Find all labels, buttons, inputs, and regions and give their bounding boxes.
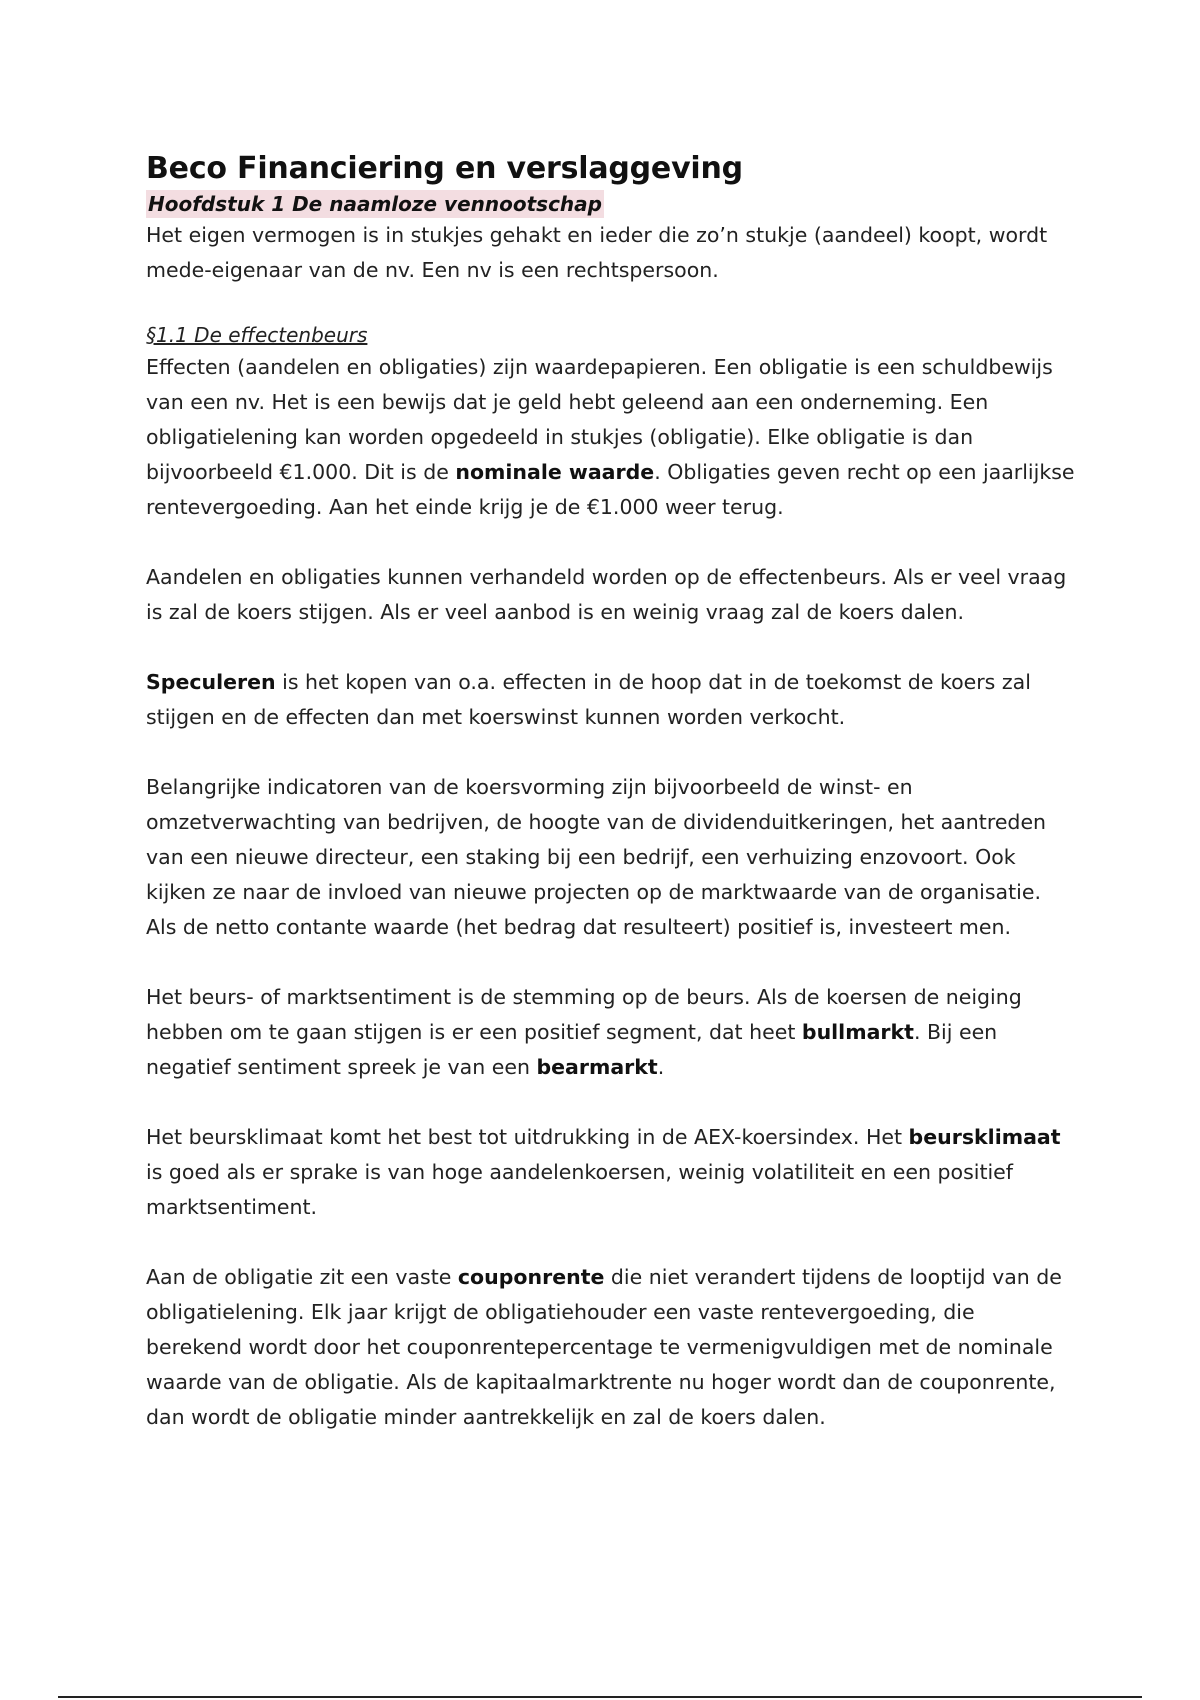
chapter-heading: Hoofdstuk 1 De naamloze vennootschap <box>148 192 602 216</box>
page-divider <box>58 1696 1142 1698</box>
paragraph-couponrente: Aan de obligatie zit een vaste couponrente die niet verandert tijdens de looptijd van de obligatielening. Elk jaar krijgt de obligatiehouder een vaste rentevergoeding, die berekend wordt door het couponrentepercentage te vermenigvuldigen met de nominale waarde van de obligatie. Als de kapitaalmarktrente nu hoger wordt dan de couponrente, dan wordt de obligatie minder aantrekkelijk en zal de koers dalen. <box>146 1265 1062 1429</box>
paragraph-indicatoren: Belangrijke indicatoren van de koersvorming zijn bijvoorbeeld de winst- en omzetverwachting van bedrijven, de hoogte van de dividenduitkeringen, het aantreden van een nieuwe directeur, een staking bij een bedrijf, een verhuizing enzovoort. Ook kijken ze naar de invloed van nieuwe projecten op de marktwaarde van de organisatie. Als de netto contante waarde (het bedrag dat resulteert) positief is, investeert men. <box>146 775 1047 939</box>
paragraph-sentiment: Het beurs- of marktsentiment is de stemming op de beurs. Als de koersen de neiging hebben om te gaan stijgen is er een positief segment, dat heet bullmarkt. Bij een negatief sentiment spreek je van een bearmarkt. <box>146 985 1022 1079</box>
document-body <box>146 150 1076 1435</box>
term-beursklimaat: beursklimaat <box>908 1125 1061 1149</box>
paragraph-beursklimaat: Het beursklimaat komt het best tot uitdrukking in de AEX-koersindex. Het beursklimaat is goed als er sprake is van hoge aandelenkoersen, weinig volatiliteit en een positief marktsentiment. <box>146 1125 1061 1219</box>
paragraph-verhandeling: Aandelen en obligaties kunnen verhandeld worden op de effectenbeurs. Als er veel vraag is zal de koers stijgen. Als er veel aanbod is en weinig vraag zal de koers dalen. <box>146 565 1067 624</box>
document-title: Beco Financiering en verslaggeving <box>146 151 743 186</box>
term-speculeren: Speculeren <box>146 670 276 694</box>
term-couponrente: couponrente <box>457 1265 605 1289</box>
term-nominale-waarde: nominale waarde <box>455 460 655 484</box>
paragraph-effecten: Effecten (aandelen en obligaties) zijn waardepapieren. Een obligatie is een schuldbewijs van een nv. Het is een bewijs dat je geld hebt geleend aan een onderneming. Een obligatielening kan worden opgedeeld in stukjes (obligatie). Elke obligatie is dan bijvoorbeeld €1.000. Dit is de nominale waarde. Obligaties geven recht op een jaarlijkse rentevergoeding. Aan het einde krijg je de €1.000 weer terug. <box>146 355 1075 519</box>
term-bearmarkt: bearmarkt <box>536 1055 658 1079</box>
term-bullmarkt: bullmarkt <box>801 1020 914 1044</box>
section-heading: §1.1 De effectenbeurs <box>146 323 368 347</box>
paragraph-speculeren: Speculeren is het kopen van o.a. effecten in de hoop dat in de toekomst de koers zal stijgen en de effecten dan met koerswinst kunnen worden verkocht. <box>146 670 1031 729</box>
intro-paragraph: Het eigen vermogen is in stukjes gehakt en ieder die zo’n stukje (aandeel) koopt, wordt mede-eigenaar van de nv. Een nv is een rechtspersoon. <box>146 223 1048 282</box>
